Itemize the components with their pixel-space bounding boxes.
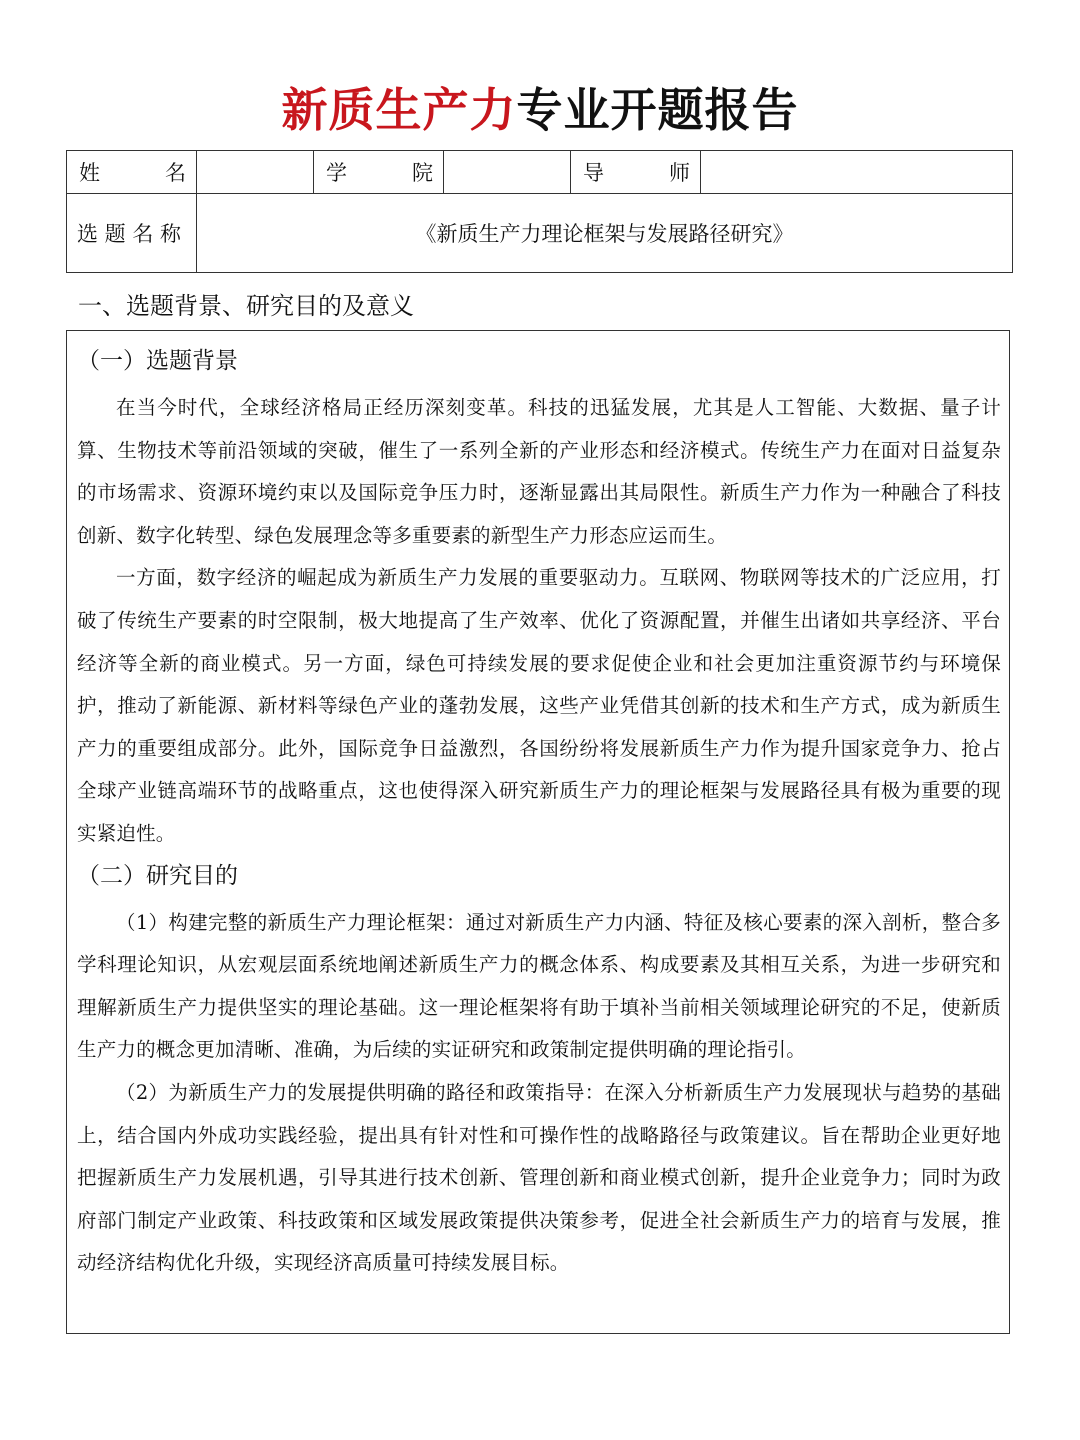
section-heading: 一、选题背景、研究目的及意义	[78, 292, 414, 320]
paragraph: （2）为新质生产力的发展提供明确的路径和政策指导：在深入分析新质生产力发展现状与趋势的基础上，结合国内外成功实践经验，提出具有针对性和可操作性的战略路径与政策建议。旨在帮助企业更好地把握新质生产力发展机遇，引导其进行技术创新、管理创新和商业模式创新，提升企业竞争力；同时为政府部门制定产业政策、科技政策和区域发展政策提供决策参考，促进全社会新质生产力的培育与发展，推动经济结构优化升级，实现经济高质量可持续发展目标。	[77, 1080, 1001, 1275]
college-label: 学 院	[314, 151, 444, 194]
topic-title: 《新质生产力理论框架与发展路径研究》	[197, 194, 1013, 273]
subsection-heading-background: （一）选题背景	[77, 348, 238, 374]
name-label: 姓 名	[67, 151, 197, 194]
advisor-label: 导 师	[571, 151, 701, 194]
report-title	[0, 80, 1080, 140]
topic-label: 选 题 名 称	[67, 194, 197, 273]
title-rest: 专业开题报告	[516, 83, 799, 137]
name-value-cell[interactable]	[197, 151, 314, 194]
paragraph: 一方面，数字经济的崛起成为新质生产力发展的重要驱动力。互联网、物联网等技术的广泛应用，打破了传统生产要素的时空限制，极大地提高了生产效率、优化了资源配置，并催生出诸如共享经济、平台经济等全新的商业模式。另一方面，绿色可持续发展的要求促使企业和社会更加注重资源节约与环境保护，推动了新能源、新材料等绿色产业的蓬勃发展，这些产业凭借其创新的技术和生产方式，成为新质生产力的重要组成部分。此外，国际竞争日益激烈，各国纷纷将发展新质生产力作为提升国家竞争力、抢占全球产业链高端环节的战略重点，这也使得深入研究新质生产力的理论框架与发展路径具有极为重要的现实紧迫性。	[77, 566, 1001, 845]
advisor-value-cell[interactable]	[701, 151, 1013, 194]
title-highlight: 新质生产力	[281, 83, 517, 137]
college-value-cell[interactable]	[444, 151, 571, 194]
paragraph: 在当今时代，全球经济格局正经历深刻变革。科技的迅猛发展，尤其是人工智能、大数据、量子计算、生物技术等前沿领域的突破，催生了一系列全新的产业形态和经济模式。传统生产力在面对日益复杂的市场需求、资源环境约束以及国际竞争压力时，逐渐显露出其局限性。新质生产力作为一种融合了科技创新、数字化转型、绿色发展理念等多重要素的新型生产力形态应运而生。	[77, 396, 1001, 547]
content-box	[66, 330, 1010, 1334]
subsection-heading-purpose: （二）研究目的	[77, 862, 238, 889]
info-table	[66, 150, 1013, 273]
paragraph: （1）构建完整的新质生产力理论框架：通过对新质生产力内涵、特征及核心要素的深入剖析，整合多学科理论知识，从宏观层面系统地阐述新质生产力的概念体系、构成要素及其相互关系，为进一步研究和理解新质生产力提供坚实的理论基础。这一理论框架将有助于填补当前相关领域理论研究的不足，使新质生产力的概念更加清晰、准确，为后续的实证研究和政策制定提供明确的理论指引。	[77, 910, 1001, 1062]
